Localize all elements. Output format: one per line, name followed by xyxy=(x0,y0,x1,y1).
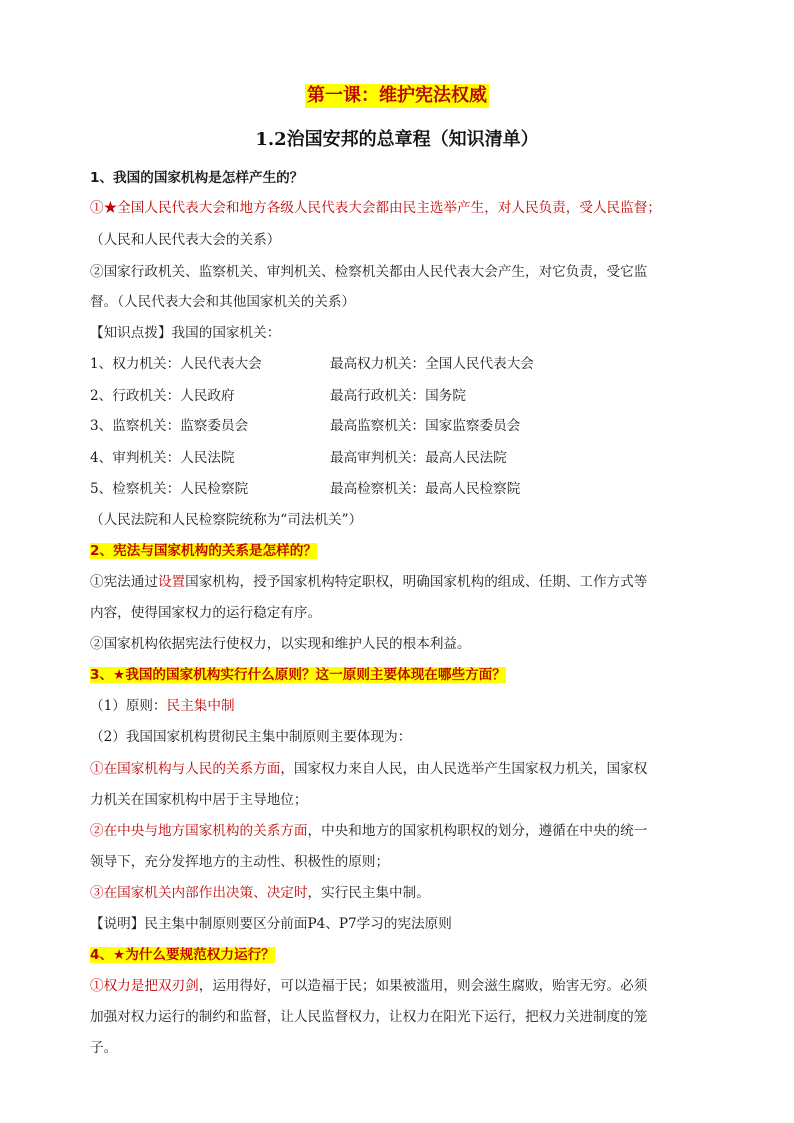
q3-point-a-line1 xyxy=(90,759,720,779)
q3-point-a-line2: 力机关在国家机构中居于主导地位； xyxy=(90,792,308,808)
q3-intro: （2）我国国家机构贯彻民主集中制原则主要体现为： xyxy=(90,729,412,745)
text-span-red: ①在国家机构与人民的关系方面 xyxy=(90,761,281,777)
q1-note: （人民法院和人民检察院统称为“司法机关”） xyxy=(90,512,363,528)
organ-right: 最高审判机关：最高人民法院 xyxy=(330,450,507,466)
q3-note: 【说明】民主集中制原则要区分前面P4、P7学习的宪法原则 xyxy=(90,916,452,932)
question-4-heading-row xyxy=(90,945,720,965)
q1-tip: 【知识点拨】我国的国家机关： xyxy=(90,325,281,341)
organ-row xyxy=(90,416,720,436)
text-span-red: 民主集中制 xyxy=(166,698,235,714)
lesson-title: 第一课：维护宪法权威 xyxy=(307,85,487,106)
question-4-heading: 4、★为什么要规范权力运行？ xyxy=(90,947,275,963)
organ-right: 最高检察机关：最高人民检察院 xyxy=(330,481,521,497)
text-span: 国家机构，授予国家机构特定职权，明确国家机构的组成、任期、工作方式等 xyxy=(185,574,648,590)
q1-point-2-line1: ②国家行政机关、监察机关、审判机关、检察机关都由人民代表大会产生，对它负责，受它监 xyxy=(90,264,648,280)
q4-point-1-line2: 加强对权力运行的制约和监督，让人民监督权力，让权力在阳光下运行，把权力关进制度的笼 xyxy=(90,1009,648,1025)
q1-point-2-line2: 督。（人民代表大会和其他国家机关的关系） xyxy=(90,294,356,310)
q4-point-1-line1 xyxy=(90,976,720,996)
organ-left: 4、审判机关：人民法院 xyxy=(90,450,235,466)
text-span: （1）原则： xyxy=(90,698,167,714)
text-span-red: ①权力是把双刃剑 xyxy=(90,978,199,994)
question-1-heading: 1、我国的国家机构是怎样产生的？ xyxy=(90,170,304,186)
text-span: ，运用得好，可以造福于民；如果被滥用，则会滋生腐败，贻害无穷。必须 xyxy=(198,978,648,994)
q3-point-c xyxy=(90,883,720,903)
question-2-heading-row xyxy=(90,541,720,561)
text-span-red: 设置 xyxy=(157,574,186,590)
organ-left: 3、监察机关：监察委员会 xyxy=(90,418,249,434)
text-span: ①宪法通过 xyxy=(90,574,158,590)
organ-row xyxy=(90,386,720,406)
organ-row xyxy=(90,448,720,468)
text-span-red: ②在中央与地方国家机构的关系方面 xyxy=(90,823,308,839)
section-subtitle: 1.2治国安邦的总章程（知识清单） xyxy=(255,129,539,150)
title-wrap xyxy=(0,84,794,108)
organ-left: 1、权力机关：人民代表大会 xyxy=(90,356,262,372)
q1-point-1-note: （人民和人民代表大会的关系） xyxy=(90,232,281,248)
text-span: ，实行民主集中制。 xyxy=(307,885,430,901)
q3-point-b-line1 xyxy=(90,821,720,841)
organ-row xyxy=(90,479,720,499)
q4-point-1-line3: 子。 xyxy=(90,1040,118,1056)
question-3-heading-row xyxy=(90,665,720,685)
q3-point-b-line2: 领导下，充分发挥地方的主动性、积极性的原则； xyxy=(90,854,390,870)
q1-point-1: ①★全国人民代表大会和地方各级人民代表大会都由民主选举产生，对人民负责，受人民监督； xyxy=(90,200,661,216)
q2-point-1-line2: 内容，使得国家权力的运行稳定有序。 xyxy=(90,605,322,621)
organ-left: 5、检察机关：人民检察院 xyxy=(90,481,249,497)
organ-left: 2、行政机关：人民政府 xyxy=(90,388,235,404)
organ-right: 最高监察机关：国家监察委员会 xyxy=(330,418,521,434)
text-span: ，中央和地方的国家机构职权的划分，遵循在中央的统一 xyxy=(307,823,648,839)
text-span-red: ③在国家机关内部作出决策、决定时 xyxy=(90,885,308,901)
question-2-heading: 2、宪法与国家机构的关系是怎样的？ xyxy=(90,543,317,559)
text-span: ，国家权力来自人民，由人民选举产生国家权力机关，国家权 xyxy=(280,761,648,777)
organ-right: 最高权力机关：全国人民代表大会 xyxy=(330,356,534,372)
organ-row xyxy=(90,354,720,374)
q2-point-2: ②国家机构依据宪法行使权力，以实现和维护人民的根本利益。 xyxy=(90,636,471,652)
q3-principle xyxy=(90,696,720,716)
question-3-heading: 3、★我国的国家机构实行什么原则？这一原则主要体现在哪些方面？ xyxy=(90,667,506,683)
q2-point-1-line1 xyxy=(90,572,720,592)
organ-right: 最高行政机关：国务院 xyxy=(330,388,466,404)
